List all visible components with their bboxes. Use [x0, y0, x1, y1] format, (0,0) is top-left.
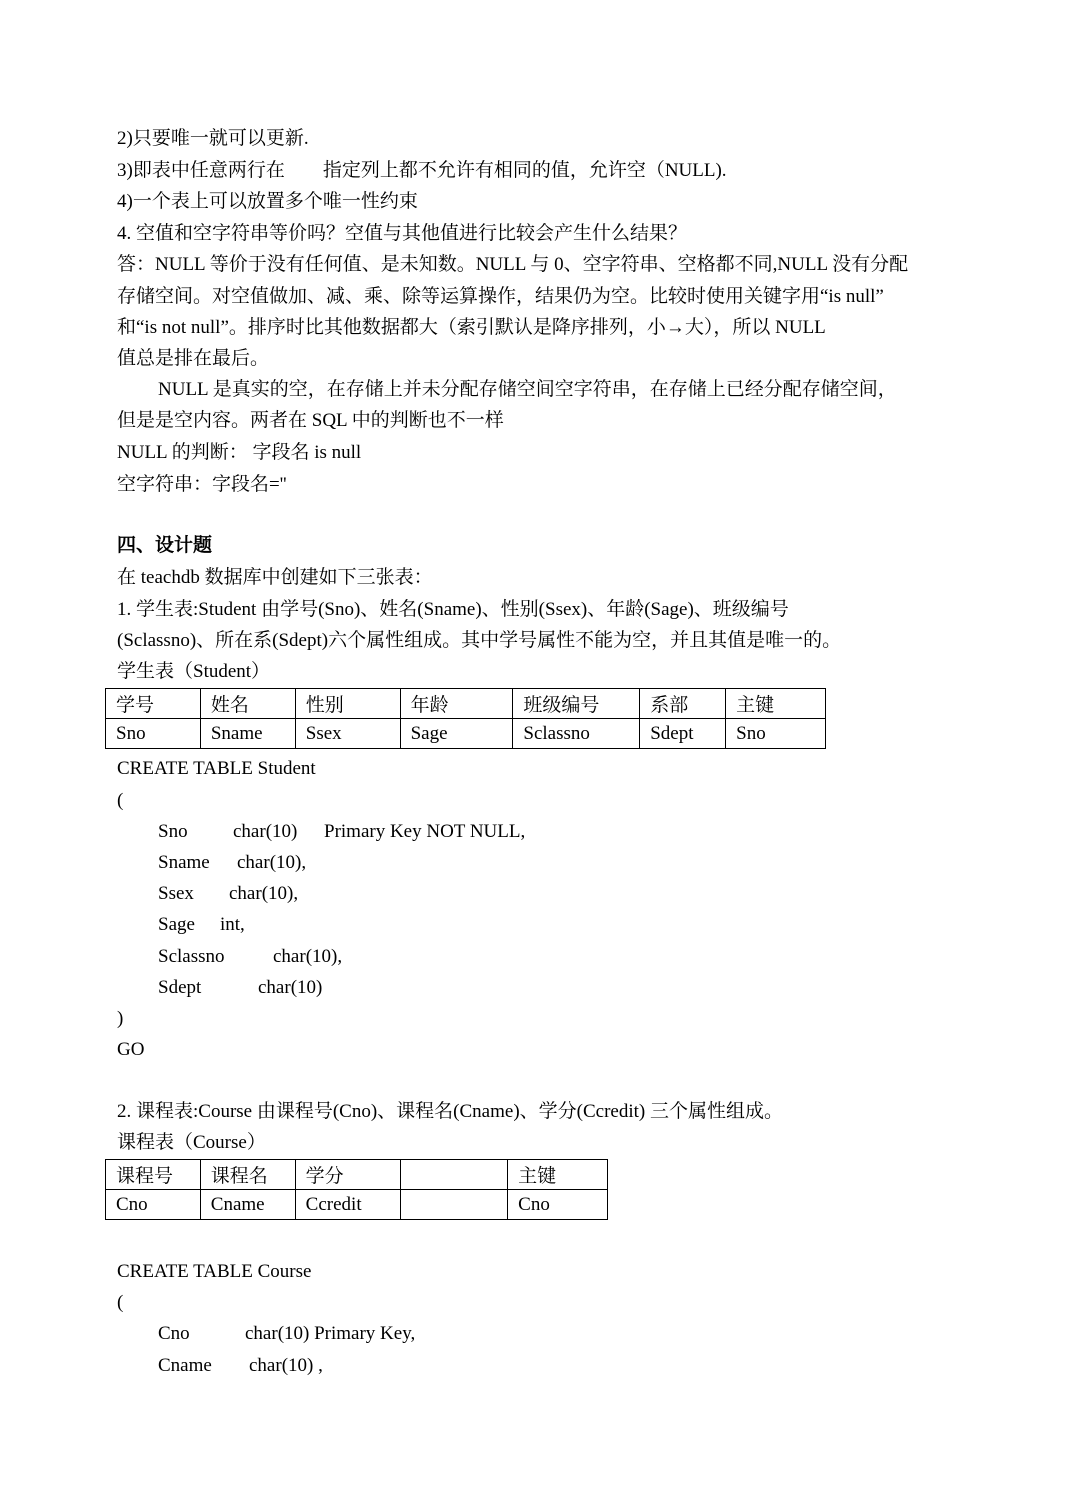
sql-paren: (	[117, 1292, 124, 1313]
sql-col-type: char(10) Primary Key,	[245, 1323, 416, 1344]
answer-line: 和“is not null”。排序时比其他数据都大（索引默认是降序排列，小→大），所以 NULL	[117, 317, 826, 338]
table-header-cell: 年龄	[400, 689, 513, 719]
item-description: 2. 课程表:Course 由课程号(Cno)、课程名(Cname)、学分(Ccredit) 三个属性组成。	[117, 1101, 783, 1122]
table-cell: Ccredit	[295, 1190, 400, 1220]
table-header-cell: 课程号	[106, 1160, 201, 1190]
table-header-cell: 学分	[295, 1160, 400, 1190]
table-header-row	[106, 689, 826, 719]
table-header-cell: 系部	[640, 689, 726, 719]
answer-line: 空字符串：字段名=''	[117, 474, 287, 495]
table-header-cell: 课程名	[200, 1160, 295, 1190]
sql-col-constraint: Primary Key NOT NULL,	[324, 821, 526, 842]
table-header-cell: 主键	[508, 1160, 608, 1190]
sql-col-name: Sdept	[158, 977, 202, 998]
table-cell: Sno	[106, 719, 201, 749]
table-cell: Cno	[106, 1190, 201, 1220]
table-row	[106, 1190, 608, 1220]
table-header-cell: 姓名	[200, 689, 295, 719]
sql-col-name: Cno	[158, 1323, 190, 1344]
answer-line: 4)一个表上可以放置多个唯一性约束	[117, 191, 418, 212]
course-table	[105, 1159, 608, 1220]
sql-col-name: Sno	[158, 821, 188, 842]
table-caption: 课程表（Course）	[117, 1132, 266, 1153]
table-header-cell: 性别	[295, 689, 400, 719]
table-cell: Sclassno	[513, 719, 640, 749]
sql-paren: (	[117, 790, 124, 811]
sql-col-name: Sclassno	[158, 946, 225, 967]
table-cell: Sdept	[640, 719, 726, 749]
sql-create-line: CREATE TABLE Student	[117, 758, 316, 779]
answer-line: 存储空间。对空值做加、减、乘、除等运算操作，结果仍为空。比较时使用关键字用“is null”	[117, 286, 884, 307]
answer-line: 值总是排在最后。	[117, 348, 270, 369]
table-caption: 学生表（Student）	[117, 661, 271, 682]
table-header-cell	[400, 1160, 508, 1190]
table-cell: Sname	[200, 719, 295, 749]
answer-line: NULL 的判断： 字段名 is null	[117, 442, 362, 463]
section-heading: 四、设计题	[117, 535, 213, 556]
table-row	[106, 719, 826, 749]
sql-col-type: char(10) ,	[249, 1355, 323, 1376]
student-table	[105, 688, 826, 749]
answer-line: 2)只要唯一就可以更新.	[117, 128, 309, 149]
sql-paren: )	[117, 1008, 124, 1029]
sql-col-name: Sage	[158, 914, 195, 935]
answer-line: 3)即表中任意两行在 指定列上都不允许有相同的值，允许空（NULL).	[117, 160, 727, 181]
sql-col-name: Sname	[158, 852, 210, 873]
question-line: 4. 空值和空字符串等价吗？空值与其他值进行比较会产生什么结果？	[117, 223, 688, 244]
sql-col-name: Cname	[158, 1355, 212, 1376]
sql-col-type: char(10),	[229, 883, 299, 904]
item-description: (Sclassno)、所在系(Sdept)六个属性组成。其中学号属性不能为空，并且其值是唯一的。	[117, 630, 842, 651]
answer-line: 但是是空内容。两者在 SQL 中的判断也不一样	[117, 410, 504, 431]
table-header-cell: 学号	[106, 689, 201, 719]
sql-go: GO	[117, 1039, 145, 1060]
table-header-row	[106, 1160, 608, 1190]
table-header-cell: 班级编号	[513, 689, 640, 719]
table-cell: Cno	[508, 1190, 608, 1220]
table-cell: Sage	[400, 719, 513, 749]
table-cell: Cname	[200, 1190, 295, 1220]
sql-col-name: Ssex	[158, 883, 194, 904]
answer-line: 答：NULL 等价于没有任何值、是未知数。NULL 与 0、空字符串、空格都不同,NULL 没有分配	[117, 254, 909, 275]
table-cell: Ssex	[295, 719, 400, 749]
table-cell	[400, 1190, 508, 1220]
sql-col-type: char(10),	[273, 946, 343, 967]
sql-col-type: char(10)	[233, 821, 298, 842]
item-description: 1. 学生表:Student 由学号(Sno)、姓名(Sname)、性别(Ssex)、年龄(Sage)、班级编号	[117, 599, 789, 620]
sql-col-type: char(10)	[258, 977, 323, 998]
sql-col-type: char(10),	[237, 852, 307, 873]
answer-line: NULL 是真实的空，在存储上并未分配存储空间空字符串，在存储上已经分配存储空间，	[158, 379, 897, 400]
section-intro: 在 teachdb 数据库中创建如下三张表：	[117, 567, 433, 588]
sql-col-type: int,	[220, 914, 245, 935]
sql-create-line: CREATE TABLE Course	[117, 1261, 312, 1282]
table-cell: Sno	[726, 719, 826, 749]
table-header-cell: 主键	[726, 689, 826, 719]
